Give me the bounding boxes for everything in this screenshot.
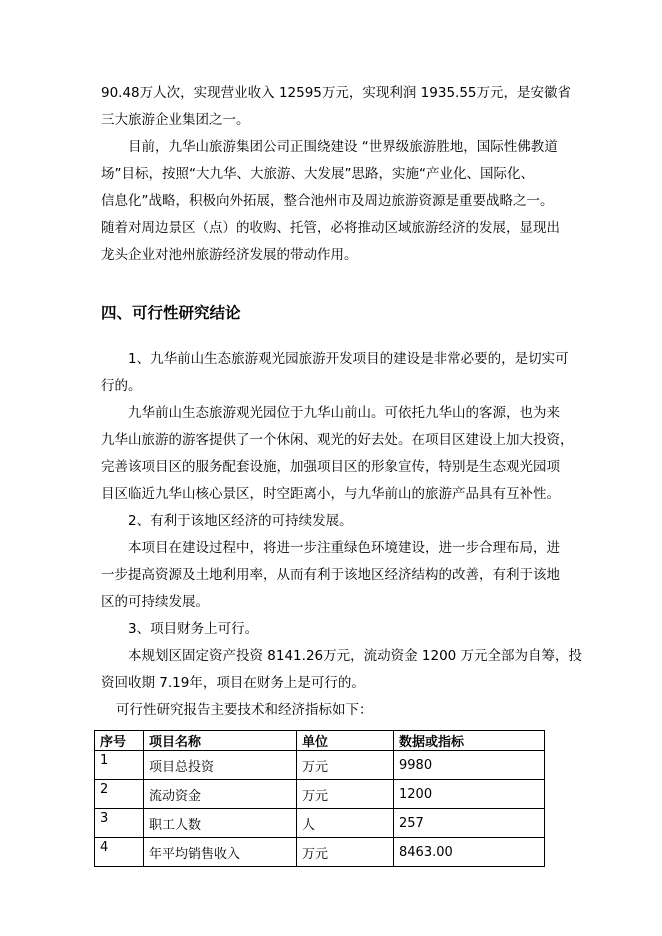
cell-unit: 人 — [297, 809, 394, 838]
conclusion1-title-line-1: 1、九华前山生态旅游观光园旅游开发项目的建设是非常必要的，是切实可 — [128, 351, 569, 367]
cell-index: 1 — [95, 751, 144, 780]
cell-unit: 万元 — [297, 838, 394, 867]
header-unit: 单位 — [297, 731, 394, 751]
conclusion1-body-line-3: 完善该项目区的服务配套设施，加强项目区的形象宣传，特别是生态观光园项 — [101, 459, 560, 475]
table-row — [95, 780, 545, 809]
table-header-row — [95, 731, 545, 751]
section-heading: 四、可行性研究结论 — [101, 304, 241, 322]
cell-item: 职工人数 — [144, 809, 297, 838]
conclusion3-body-line-1: 本规划区固定资产投资 8141.26万元，流动资金 1200 万元全部为自筹，投 — [128, 648, 583, 664]
conclusion1-body-line-4: 目区临近九华山核心景区，时空距离小，与九华前山的旅游产品具有互补性。 — [101, 486, 560, 502]
conclusion2-body-line-1: 本项目在建设过程中，将进一步注重绿色环境建设，进一步合理布局，进 — [128, 540, 560, 556]
table-row — [95, 838, 545, 867]
cell-unit: 万元 — [297, 751, 394, 780]
table-intro: 可行性研究报告主要技术和经济指标如下： — [116, 702, 373, 718]
strategy-line-1: 目前，九华山旅游集团公司正围绕建设 “世界级旅游胜地，国际性佛教道 — [128, 139, 558, 155]
header-index: 序号 — [95, 731, 144, 751]
cell-value: 257 — [394, 809, 545, 838]
conclusion2-body-line-3: 区的可持续发展。 — [101, 594, 209, 610]
cell-value: 8463.00 — [394, 838, 545, 867]
intro-line-1: 90.48万人次，实现营业收入 12595万元，实现利润 1935.55万元，是安徽省 — [101, 85, 572, 101]
cell-item: 年平均销售收入 — [144, 838, 297, 867]
table-row — [95, 751, 545, 780]
cell-value: 9980 — [394, 751, 545, 780]
cell-unit: 万元 — [297, 780, 394, 809]
strategy-line-5: 龙头企业对池州旅游经济发展的带动作用。 — [101, 247, 358, 263]
conclusion1-body-line-2: 九华山旅游的游客提供了一个休闲、观光的好去处。在项目区建设上加大投资， — [101, 432, 574, 448]
header-value: 数据或指标 — [394, 731, 545, 751]
strategy-line-2: 场”目标，按照“大九华、大旅游、大发展”思路，实施“产业化、国际化、 — [101, 166, 534, 182]
header-item: 项目名称 — [144, 731, 297, 751]
cell-index: 2 — [95, 780, 144, 809]
cell-item: 流动资金 — [144, 780, 297, 809]
conclusion2-title: 2、有利于该地区经济的可持续发展。 — [128, 513, 353, 529]
cell-index: 3 — [95, 809, 144, 838]
indicator-table — [94, 730, 545, 867]
conclusion1-title-line-2: 行的。 — [101, 378, 142, 394]
intro-line-2: 三大旅游企业集团之一。 — [101, 112, 250, 128]
strategy-line-4: 随着对周边景区（点）的收购、托管，必将推动区域旅游经济的发展，显现出 — [101, 220, 560, 236]
conclusion3-title: 3、项目财务上可行。 — [128, 621, 259, 637]
conclusion3-body-line-2: 资回收期 7.19年，项目在财务上是可行的。 — [101, 675, 365, 691]
conclusion2-body-line-2: 一步提高资源及土地利用率，从而有利于该地区经济结构的改善，有利于该地 — [101, 567, 560, 583]
cell-item: 项目总投资 — [144, 751, 297, 780]
cell-value: 1200 — [394, 780, 545, 809]
conclusion1-body-line-1: 九华前山生态旅游观光园位于九华山前山。可依托九华山的客源，也为来 — [128, 405, 560, 421]
strategy-line-3: 信息化”战略，积极向外拓展，整合池州市及周边旅游资源是重要战略之一。 — [101, 193, 554, 209]
cell-index: 4 — [95, 838, 144, 867]
table-row — [95, 809, 545, 838]
